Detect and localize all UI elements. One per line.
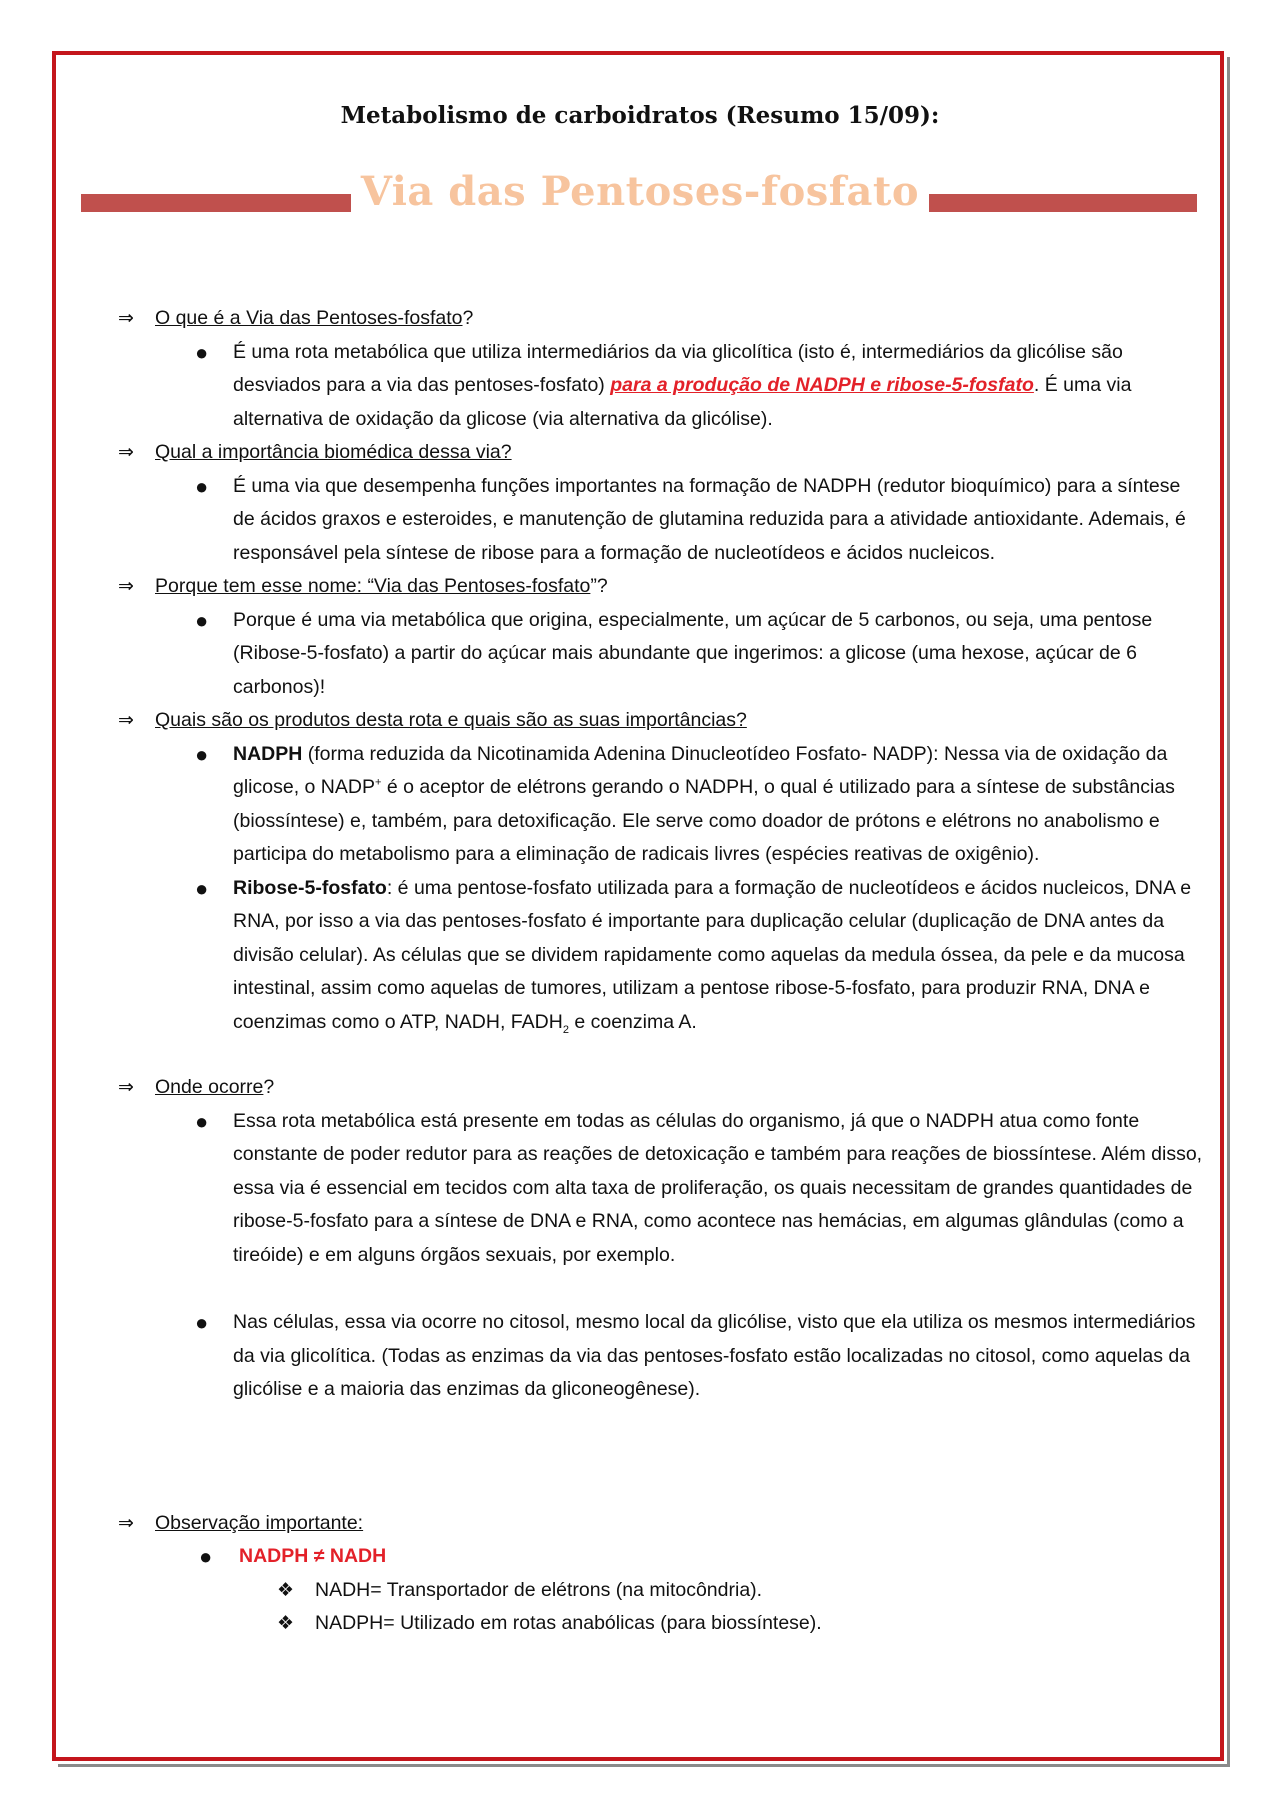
bullet-icon: ● [199, 1544, 213, 1569]
term-nadph: NADPH [233, 742, 303, 765]
bullet-text: É uma rota metabólica que utiliza intermediários da via glicolítica (isto é, intermediários da glicólise são desviados para a via das pentoses-fosfato) [233, 340, 1123, 396]
bullet-icon: ● [195, 339, 209, 365]
arrow-icon: ⇒ [118, 308, 134, 329]
arrow-icon: ⇒ [118, 1512, 134, 1534]
question-text: Porque tem esse nome: “Via das Pentoses-fosfato [155, 575, 591, 597]
diamond-icon: ❖ [277, 1613, 295, 1634]
question-suffix: ”? [590, 575, 608, 597]
arrow-icon: ⇒ [118, 442, 134, 463]
diamond-icon: ❖ [277, 1579, 295, 1601]
bullet-text: : é uma pentose-fosfato utilizada para a formação de nucleotídeos e ácidos nucleicos, DNA e RNA, por isso a via das pentoses-fosfato é importante para duplicação celular (duplicação de DNA antes da divisão celular). As células que se dividem rapidamente como aquelas da medula óssea, da pele e da mucosa intestinal, assim como aquelas de tumores, utilizam a pentose ribose-5-fosfato, para produzir RNA, DNA e coenzimas como o ATP, NADH, FADH [233, 876, 1192, 1033]
document-body [115, 302, 1205, 1641]
bullet-item [115, 1105, 1205, 1273]
sub-item [115, 1574, 1205, 1608]
bullet-icon: ● [195, 1108, 209, 1134]
spacer [115, 1272, 1205, 1306]
question-note [115, 1507, 1205, 1541]
bullet-text: Porque é uma via metabólica que origina, especialmente, um açúcar de 5 carbonos, ou seja, uma pentose (Ribose-5-fosfato) a partir do açúcar mais abundante que ingerimos: a glicose (uma hexose, açúcar de 6 carbonos)! [233, 608, 1153, 698]
bullet-icon: ● [195, 473, 209, 499]
bullet-text-end: . É uma via alternativa de oxidação da glicose (via alternativa da glicólise). [233, 374, 1132, 430]
question-what-is [115, 302, 1205, 336]
bullet-item [115, 336, 1205, 437]
spacer [115, 1407, 1205, 1475]
bullet-item-nadph [115, 738, 1205, 872]
question-suffix: ? [462, 307, 474, 329]
bullet-text: Nas células, essa via ocorre no citosol, mesmo local da glicólise, visto que ela utiliza os mesmos intermediários da via glicolítica. (Todas as enzimas da via das pentoses-fosfato estão localizadas no citosol, como aquelas da glicólise e a maioria das enzimas da gliconeogênese). [233, 1311, 1196, 1400]
sub-item [115, 1607, 1205, 1641]
question-text: Qual a importância biomédica dessa via? [155, 441, 512, 463]
bullet-item [115, 1306, 1205, 1407]
bullet-item [115, 470, 1205, 571]
bullet-text: É uma via que desempenha funções importantes na formação de NADPH (redutor bioquímico) para a síntese de ácidos graxos e esteroides, e manutenção de glutamina reduzida para a atividade antioxidante. Ademais, é responsável pela síntese de ribose para a formação de nucleotídeos e ácidos nucleicos. [233, 474, 1186, 564]
bullet-icon: ● [195, 607, 209, 633]
bullet-text: (forma reduzida da Nicotinamida Adenina Dinucleotídeo Fosfato- NADP): Nessa via de oxidação da glicose, o NADP [233, 742, 1168, 798]
bullet-icon: ● [195, 1310, 209, 1335]
banner-bar-left [81, 194, 351, 212]
red-heading: NADPH ≠ NADH [239, 1545, 387, 1567]
banner-bar-right [929, 194, 1197, 212]
question-text: Onde ocorre [155, 1076, 264, 1098]
bullet-text-end: é o aceptor de elétrons gerando o NADPH, o qual é utilizado para a síntese de substâncias (biossíntese) e, também, para detoxificação. Ele serve como doador de prótons e elétrons no anabolismo e participa do metabolismo para a eliminação de radicais livres (espécies reativas de oxigênio). [233, 776, 1175, 865]
bullet-item-ribose [115, 872, 1205, 1040]
subscript-two: 2 [562, 1023, 569, 1036]
question-text: O que é a Via das Pentoses-fosfato [155, 307, 463, 329]
bullet-item [115, 604, 1205, 705]
question-text: Quais são os produtos desta rota e quais são as suas importâncias? [155, 709, 747, 731]
question-suffix: ? [263, 1076, 275, 1098]
question-where [115, 1071, 1205, 1105]
arrow-icon: ⇒ [118, 576, 134, 597]
question-text: Observação importante: [155, 1511, 364, 1534]
term-ribose: Ribose-5-fosfato [233, 876, 387, 899]
question-products [115, 704, 1205, 738]
bullet-item-nadph-neq [115, 1540, 1205, 1574]
question-name [115, 570, 1205, 604]
highlight-text: para a produção de NADPH e ribose-5-fosfato [610, 374, 1034, 396]
arrow-icon: ⇒ [118, 1077, 134, 1098]
bullet-text-end: e coenzima A. [568, 1010, 697, 1033]
question-importance [115, 436, 1205, 470]
spacer [115, 1475, 1205, 1507]
spacer [115, 1039, 1205, 1071]
bullet-text: Essa rota metabólica está presente em todas as células do organismo, já que o NADPH atua como fonte constante de poder redutor para as reações de detoxicação e também para reações de biossíntese. Além disso, essa via é essencial em tecidos com alta taxa de proliferação, os quais necessitam de grandes quantidades de ribose-5-fosfato para a síntese de DNA e RNA, como acontece nas hemácias, em algumas glândulas (como a tireóide) e em alguns órgãos sexuais, por exemplo. [233, 1109, 1203, 1266]
sub-item-text: NADPH= Utilizado em rotas anabólicas (para biossíntese). [315, 1612, 822, 1634]
superscript-plus: + [374, 776, 382, 789]
sub-item-text: NADH= Transportador de elétrons (na mitocôndria). [315, 1578, 763, 1601]
banner-title: Via das Pentoses-fosfato [360, 168, 920, 215]
bullet-icon: ● [195, 741, 209, 767]
arrow-icon: ⇒ [118, 710, 134, 731]
bullet-icon: ● [195, 875, 209, 901]
document-title: Metabolismo de carboidratos (Resumo 15/09): [340, 102, 940, 129]
